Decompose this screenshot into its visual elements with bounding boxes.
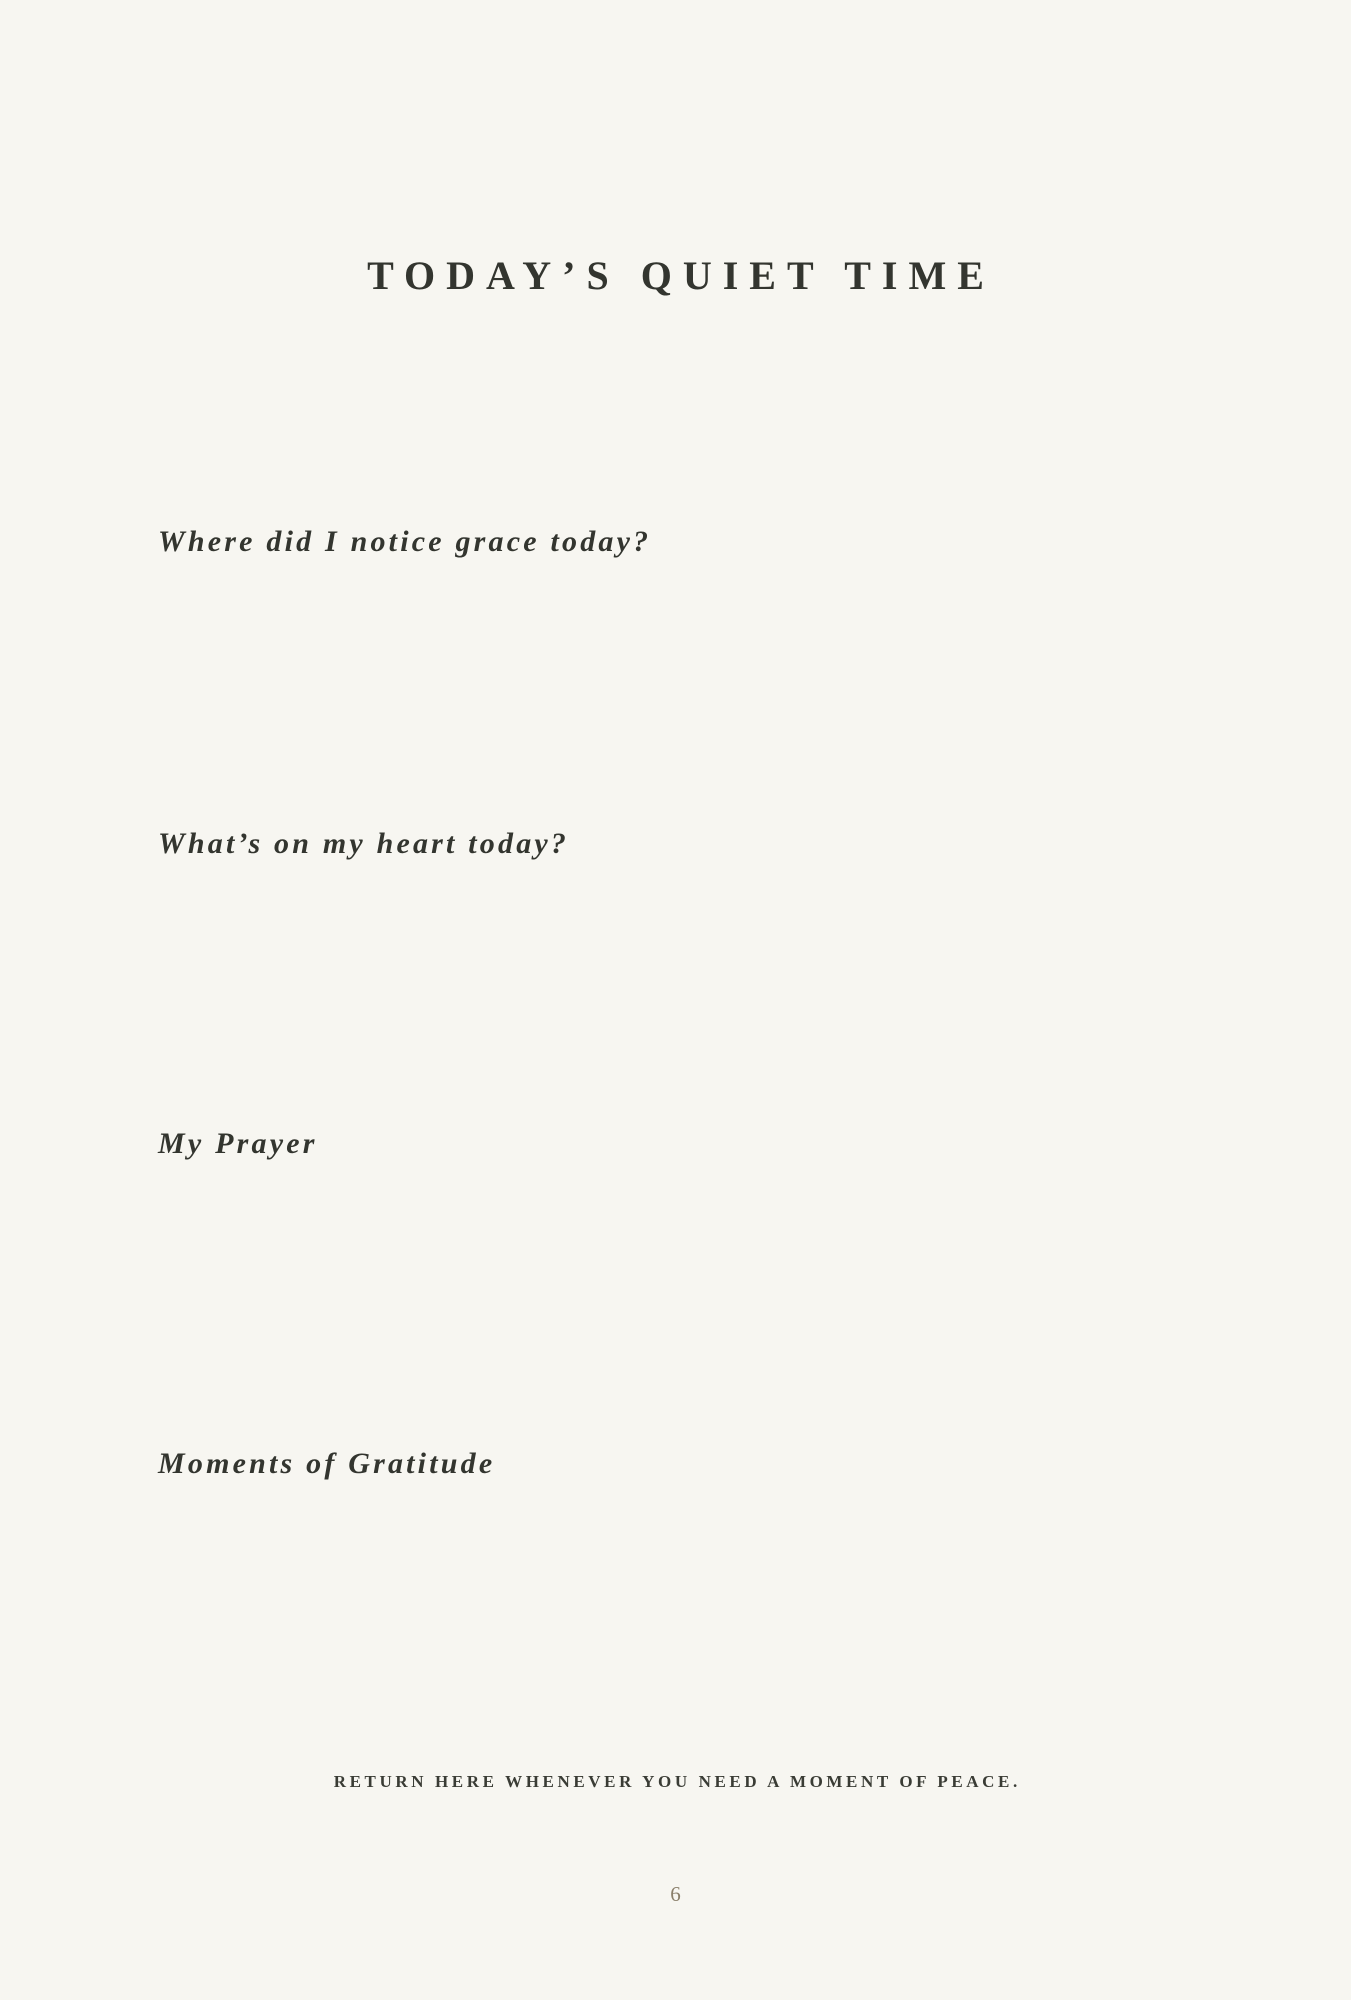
page-number: 6	[670, 1882, 681, 1906]
page-title: TODAY’S QUIET TIME	[367, 252, 995, 298]
writing-area-gratitude[interactable]	[158, 1497, 1198, 1687]
prompt-label-grace: Where did I notice grace today?	[158, 525, 652, 558]
writing-area-prayer[interactable]	[158, 1177, 1198, 1367]
writing-area-heart[interactable]	[158, 877, 1198, 1067]
page-footnote: RETURN HERE WHENEVER YOU NEED A MOMENT OF PEACE.	[333, 1772, 1021, 1791]
prompt-label-gratitude: Moments of Gratitude	[158, 1447, 496, 1480]
prompt-label-heart: What’s on my heart today?	[158, 827, 570, 860]
prompt-label-prayer: My Prayer	[158, 1127, 318, 1160]
writing-area-grace[interactable]	[158, 575, 1198, 765]
